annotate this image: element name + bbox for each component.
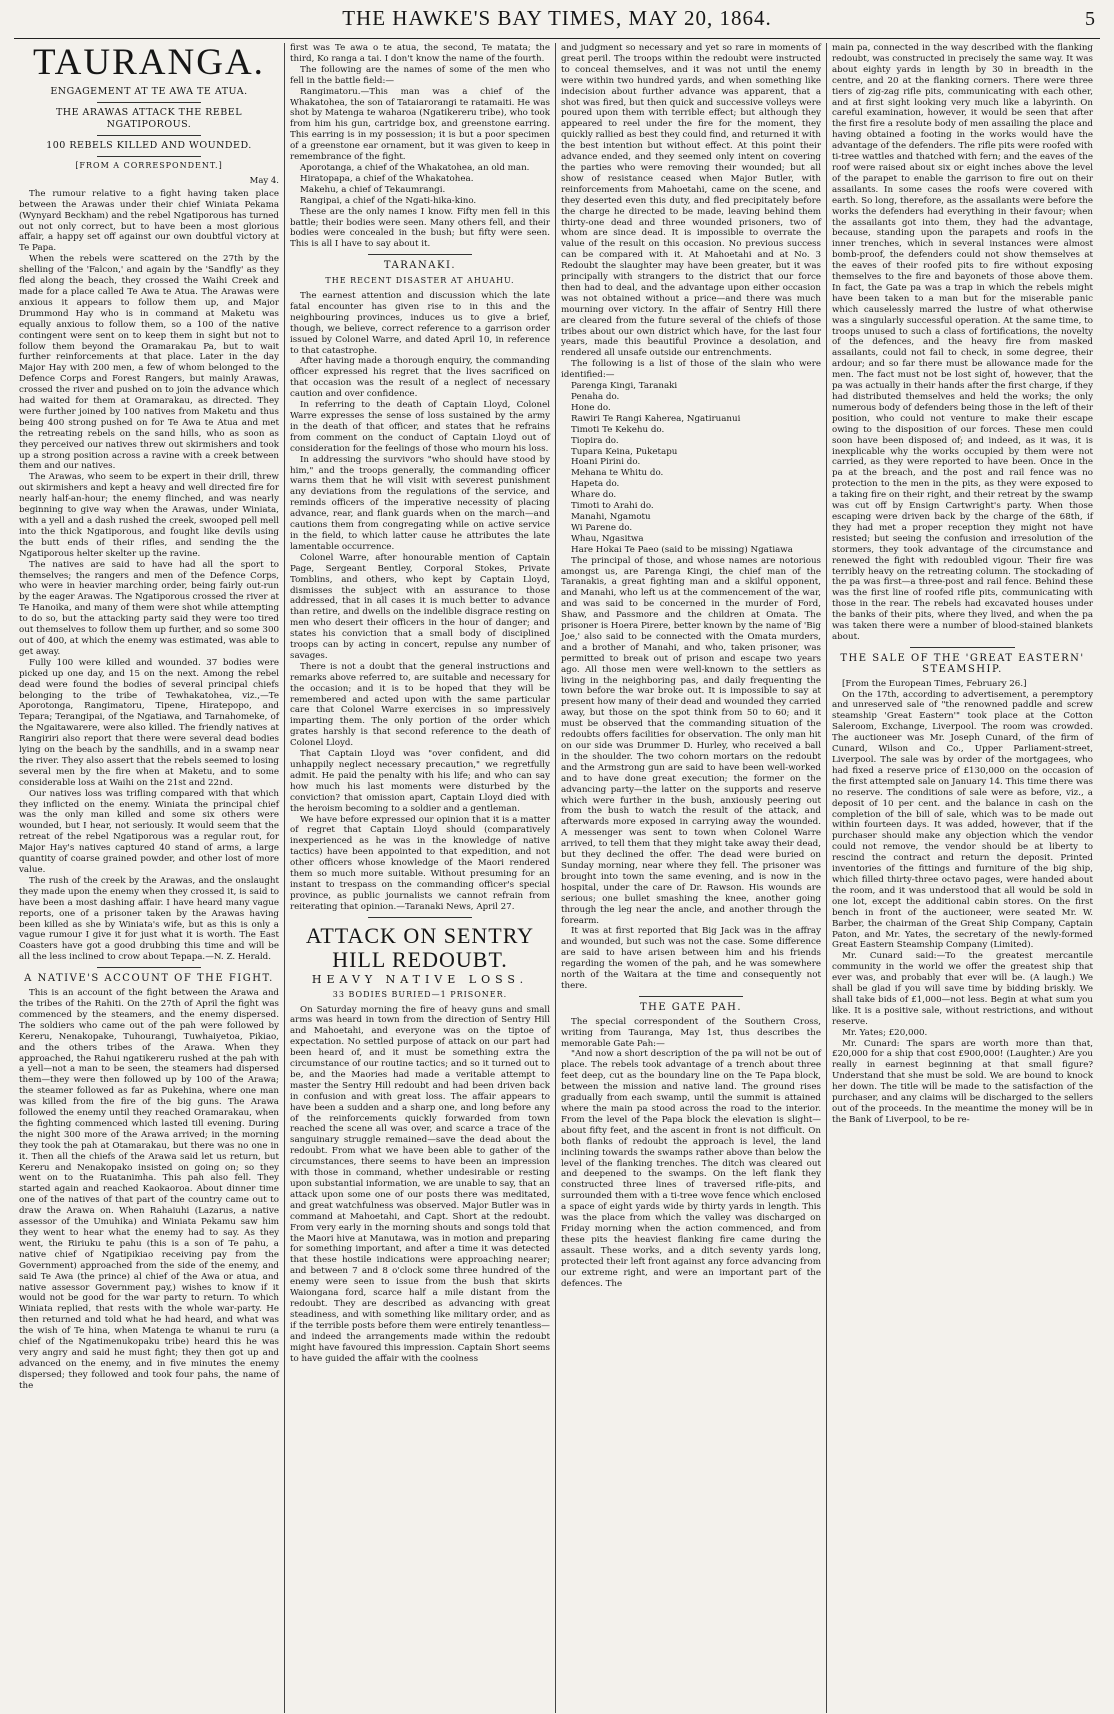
paragraph: Mr. Cunard: The spars are worth more than that, £20,000 for a ship that cost £900,000! (Laughter.) Are you really in earnest beginning at that small figure? Understand that she must be sold. We are bound to knock her down. The title will be made to the satisfaction of the purchaser, and any claims will be discharged to the sellers out of the proceeds. In the meantime the money will be in the Bank of Liverpool, to be re- [832, 1038, 1093, 1125]
paragraph: [From the European Times, February 26.] [842, 678, 1027, 689]
list-item: Hoani Pirini do. [571, 457, 641, 468]
paragraph: main pa, connected in the way described with the flanking redoubt, was constructed in precisely the same way. It was about eighty yards in length by 30 in breadth in the centre, and 20 at the flanking corners. There were three tiers of zig-zag rifle pits, communicating with each other, and at first sight looking very much like a labyrinth. On careful examination, however, it would be seen that after the first fire a resolute body of men assailing the place and having obtained a footing in the works would have the advantage of the defenders. The rifle pits were roofed with ti-tree wattles and thatched with fern; and the eaves of the roof were raised about six or eight inches above the level of the parapet to enable the garrison to fire out on their assailants. In some cases the roofs were covered with earth. So long, therefore, as the assailants were before the works the defenders had everything in their favour; when the assailants got into them, they had the advantage, because, standing upon the parapets and roofs in the inner trenches, which in several instances were almost bomb-proof, the defenders could not show themselves at the eaves of their roofed pits to fire without exposing themselves to the fire and bayonets of those above them. In fact, the Gate pa was a trap in which the rebels might have been taken to a man but for the miserable panic which causelessly marred the lustre of what otherwise was a singularly successful operation. At the same time, to troops unused to such a class of fortifications, the novelty of the defences, and the heavy fire from masked assailants, could not fail to check, in some degree, their ardour; and so far there must be allowance made for the men. The fact must not be lost sight of, however, that the pa was actually in their hands after the first charge, if they had distributed themselves and held the works; the only numerous body of defenders being those in the left of their position, who could not venture to make their escape owing to the disposition of our forces. These men could soon have been disposed of; and indeed, as it was, it is inexplicable why the works occupied by them were not carried, as they were reported to have been. Once in the pa at the breach, and the post and rail fence was no protection to the men in the pits, as they were exposed to a taking fire on their right, and their retreat by the swamp was cut off by Ensign Cartwright's party. When those escaping were driven back by the charge of the 68th, if they had met a proper reception they might not have resisted; but seeing the confusion and irresolution of the stormers, they took advantage of the circumstance and renewed the fight with redoubled vigour. Their fire was terribly heavy on the retreating column. The stockading of the pa was first—a three-post and rail fence. Behind these was the first line of roofed rifle pits, communicating with those in the rear. The rebels had excavated houses under the banks of their pits, where they lived, and when the pa was taken there were a number of blood-stained blankets about. [832, 43, 1093, 642]
byline: [FROM A CORRESPONDENT.] [75, 161, 223, 170]
paragraph: The special correspondent of the Southern Cross, writing from Tauranga, May 1st, thus describes the memorable Gate Pah:— [561, 1016, 821, 1049]
paragraph: The natives are said to have had all the sport to themselves; the rangers and men of the Defence Corps, who were in heavier marching order, being fairly out-run by the eager Arawas. The Ngatiporous crossed the river at Te Hanoika, and many of them were shot while attempting to do so, but the attacking party said they were too tired out themselves to follow them up further, and so some 300 out of 400, at which the enemy was estimated, was able to get away. [19, 559, 279, 657]
list-item: Hare Hokai Te Paeo (said to be missing) Ngatiawa [571, 544, 793, 555]
paragraph: In addressing the survivors "who should have stood by him," and the troops generally, the commanding officer warns them that he will visit with severest punishment any deviations from the regulations of the service, and reminds officers of the imperative necessity of placing advance, rear, and flank guards when on the march—and cautions them from congregating while on active service in the field, to which latter cause he attributes the late lamentable occurrence. [290, 454, 550, 552]
section-heading-gate-pah: THE GATE PAH. [639, 1001, 743, 1013]
list-item: Hone do. [571, 402, 611, 413]
divider [368, 254, 472, 255]
paragraph: Hiratopapa, a chief of the Whakatohea. [300, 173, 474, 184]
list-item: Whare do. [571, 490, 617, 501]
subheading-recent-disaster: THE RECENT DISASTER AT AHUAHU. [325, 276, 515, 286]
section-heading-taranaki: TARANAKI. [383, 260, 457, 272]
list-item: Parenga Kingi, Taranaki [571, 381, 678, 392]
list-item: Rawiri Te Rangi Kaherea, Ngatiruanui [571, 413, 741, 424]
slain-list [561, 381, 821, 556]
columns [14, 43, 1100, 1713]
subheading-bodies-buried: 33 BODIES BURIED—1 PRISONER. [332, 989, 508, 999]
paragraph: After having made a thorough enquiry, the commanding officer expressed his regret that the lives sacrificed on that occasion was the result of a neglect of necessary caution and over confidence. [290, 356, 550, 400]
paragraph: Rangimatoru.—This man was a chief of the Whakatohea, the son of Tataiarorangi te ratamaiti. He was shot by Matenga te waharoa (Ngatikereru tribe), who took from him his gun, cartridge box, and greenstone earring. This earring is in my possession; it is but a poor specimen of a greenstone ear ornament, but it was given to keep in remembrance of the fight. [290, 86, 550, 163]
divider [97, 135, 201, 136]
divider [97, 967, 201, 968]
deck-engagement: ENGAGEMENT AT TE AWA TE ATUA. [50, 86, 248, 97]
paragraph: In referring to the death of Captain Lloyd, Colonel Warre expresses the sense of loss sustained by the army in the death of that officer, and states that he refrains from comment on the conduct of Captain Lloyd out of consideration for the feelings of those who mourn his loss. [290, 400, 550, 454]
page-number: 5 [1085, 8, 1096, 30]
paragraph: It was at first reported that Big Jack was in the affray and wounded, but such was not the case. Some difference are said to have arisen between him and his friends regarding the women of the pah, and he was somewhere north of the Waitara at the time and consequently not there. [561, 926, 821, 991]
column-4 [827, 43, 1098, 1713]
paragraph: The Arawas, who seem to be expert in their drill, threw out skirmishers and kept a heavy and well directed fire for nearly half-an-hour; the enemy flinched, and was nearly beginning to give way when the Arawas, under Winiata, with a yell and a dash rushed the creek, swooped pell mell into the thick Ngatiporous, and fought like devils using the butt ends of their rifles, and sending the the Ngatiporous helter skelter up the ravine. [19, 472, 279, 559]
section-heading-sentry-hill: ATTACK ON SENTRY HILL REDOUBT. [305, 922, 535, 972]
divider [910, 647, 1014, 648]
column-3 [556, 43, 827, 1713]
paragraph: On the 17th, according to advertisement, a peremptory and unreserved sale of "the renowned paddle and screw steamship 'Great Eastern'" took place at the Cotton Saleroom, Exchange, Liverpool. The room was crowded. The auctioneer was Mr. Joseph Cunard, of the firm of Cunard, Wilson and Co., Upper Parliament-street, Liverpool. The sale was by order of the mortgagees, who had fixed a reserve price of £130,000 on the occasion of the first attempted sale on January 14. This time there was no reserve. The conditions of sale were as before, viz., a deposit of 10 per cent. and the balance in cash on the completion of the bill of sale, which was to be made out within fourteen days. It was added, however, that if the purchaser should make any objection which the vendor could not remove, the vendor should be at liberty to rescind the contract and return the deposit. Printed inventories of the fittings and furniture of the big ship, which filled thirty-three octavo pages, were handed about the room, and it was understood that all would be sold in one lot, except the additional cabin stores. On the first bench in front of the auctioneer, were seated Mr. W. Barber, the chairman of the Great Ship Company, Captain Paton, and Mr. Yates, the secretary of the newly-formed Great Eastern Steamship Company (Limited). [832, 689, 1093, 951]
list-item: Mehana te Whitu do. [571, 468, 664, 479]
deck-rebels-killed: 100 REBELS KILLED AND WOUNDED. [46, 140, 252, 151]
list-item: Whau, Ngasitwa [571, 533, 644, 544]
paragraph: The earnest attention and discussion which the late fatal encounter has given rise to in this and the neighbouring provinces, induces us to give a brief, though, we believe, correct reference to a garrison order issued by Colonel Warre, and dated April 10, in reference to that catastrophe. [290, 291, 550, 356]
paragraph: Mr. Yates; £20,000. [842, 1027, 928, 1038]
paragraph: "And now a short description of the pa will not be out of place. The rebels took advantage of a trench about three feet deep, cut as the boundary line on the Te Papa block, between the mission and native land. The ground rises gradually from each swamp, until the summit is attained where the main pa stood across the road to the interior. From the level of the Papa block the elevation is slight—about fifty feet, and the ascent in front is not difficult. On both flanks of redoubt the approach is level, the land inclining towards the swamps rather above than below the level of the flanking trenches. The ditch was cleared out and deepened to the swamps. On the left flank they constructed three lines of traversed rifle-pits, and surrounded them with a ti-tree wove fence which enclosed a space of eight yards wide by thirty yards in length. This was the place from which the valley was discharged on Friday morning when the action commenced, and from these pits the heaviest flanking fire came during the assault. These works, and a ditch seventy yards long, protected their left front against any force advancing from our extreme right, and were an important part of the defences. The [561, 1049, 821, 1289]
paragraph: Aporotanga, a chief of the Whakatohea, an old man. [300, 162, 530, 173]
paragraph: We have before expressed our opinion that it is a matter of regret that Captain Lloyd should (comparatively inexperienced as he was in the knowledge of native tactics) have been appointed to that expedition, and not other officers whose knowledge of the Maori rendered them so much more suitable. Without presuming for an instant to trespass on the commanding officer's special province, as public journalists we cannot refrain from reiterating that opinion.—Taranaki News, April 27. [290, 814, 550, 912]
masthead [14, 6, 1100, 39]
list-item: Tiopira do. [571, 435, 619, 446]
list-item: Manahi, Ngamotu [571, 511, 651, 522]
paragraph: The rush of the creek by the Arawas, and the onslaught they made upon the enemy when they crossed it, is said to have been a most dashing affair. I have heard many vague reports, one of a prisoner taken by the Arawas having been killed as she by Winiata's wife, but as this is only a vague rumour I give it for just what it is worth. The East Coasters have got a good drubbing this time and will be all the less inclined to crow about Tepapa.—N. Z. Herald. [19, 875, 279, 963]
section-heading-great-eastern: THE SALE OF THE 'GREAT EASTERN' STEAMSHIP. [840, 652, 1085, 675]
dateline: May 4. [249, 175, 279, 186]
paragraph: On Saturday morning the fire of heavy guns and small arms was heard in town from the direction of Sentry Hill and Mahoetahi, and everyone was on the tiptoe of expectation. No settled purpose of attack on our part had been heard of, and it must be something extra the circumstance of our routine tactics; and so it turned out to be, and the Maories had made a veritable attempt to master the Sentry Hill redoubt and had been driven back in confusion and with great loss. The affair appears to have been a sudden and a sharp one, and long before any of the reinforcements quickly forwarded from town reached the scene all was over, and scarce a trace of the sanguinary struggle remained—save the dead about the redoubt. From what we have been able to gather of the circumstances, there seems to have been an impression with those in command, whether undesirable or resting upon substantial information, we are unable to say, that an attack upon some one of our posts there was meditated, and great watchfulness was observed. Major Butler was in command at Mahoetahi, and Capt. Short at the redoubt. From very early in the morning shouts and songs told that the Maori hive at Manutawa, was in motion and preparing for something important, and after a time it was detected that these hostile indications were approaching nearer; and between 7 and 8 o'clock some three hundred of the enemy were seen to issue from the bush that skirts Waiongana ford, scarce half a mile distant from the redoubt. They are described as advancing with great steadiness, and with something like military order, and as if the terrible posts before them were entirely tenantless—and indeed the arrangements made within the redoubt might have favoured this impression. Captain Short seems to have guided the affair with the coolness [290, 1004, 550, 1364]
paragraph: Mr. Cunard said:—To the greatest mercantile community in the world we offer the greatest ship that ever was, and probably that ever will be. (A laugh.) We shall be glad if you will save time by bidding briskly. We shall take bids of £1,000—not less. Begin at what sum you like. It is a positive sale, without restrictions, and without reserve. [832, 951, 1093, 1027]
list-item: Timoti Te Kekehu do. [571, 424, 665, 435]
subheading-heavy-native-loss: HEAVY NATIVE LOSS. [311, 972, 529, 986]
paragraph: When the rebels were scattered on the 27th by the shelling of the 'Falcon,' and again by the 'Sandfly' as they fled along the beach, they crossed the Waihi Creek and made for a place called Te Awa te Atua. The Arawas were anxious it appears to follow them up, and Major Drummond Hay who is in command at Maketu was equally anxious to follow them, so a 100 of the native contingent were sent on to keep them in sight but not to follow them beyond the Oramarakau Pa, but to wait further reinforcements at that place. Later in the day Major Hay with 200 men, a few of whom belonged to the Defence Corps and Forest Rangers, but mainly Arawas, crossed the river and pushed on to join the advance which had waited for them at Oramarakau, as directed. They were further joined by 100 natives from Maketu and thus being 400 strong pushed on for Te Awa te Atua and met the retreating rebels on the sand hills, who as soon as they perceived our natives threw out skirmishers and took up a strong position across a ravine with a creek between them and our natives. [19, 254, 279, 472]
section-heading-natives-account: A NATIVE'S ACCOUNT OF THE FIGHT. [24, 973, 274, 985]
paragraph: The rumour relative to a fight having taken place between the Arawas under their chief Winiata Pekama (Wynyard Beckham) and the rebel Ngatiporous has turned out not only correct, but to have been a most glorious affair, a happy set off against our own doubtful victory at Te Papa. [19, 188, 279, 254]
list-item: Wi Parene do. [571, 522, 633, 533]
paragraph: Makehu, a chief of Tekaumrangi. [300, 184, 446, 195]
masthead-title: THE HAWKE'S BAY TIMES, MAY 20, 1864. [342, 6, 772, 30]
paragraph: There is not a doubt that the general instructions and remarks above referred to, are suitable and necessary for the occasion; and it is to be hoped that they will be remembered and acted upon with the same particular care that Colonel Warre exercises in so impressively imparting them. The only portion of the order which grates harshly is that second reference to the death of Colonel Lloyd. [290, 661, 550, 749]
paragraph: Fully 100 were killed and wounded. 37 bodies were picked up one day, and 15 on the next. Among the rebel dead were found the bodies of several principal chiefs belonging to the tribe of Tewhakatohea, viz.,—Te Aporotonga, Rangimatoru, Tipene, Hiratepopo, and Tepara; Terangipai, of the Ngatiawa, and Tarnahomeke, of the Ngaitawarere, were also killed. The friendly natives at Rangiriri also report that there were several dead bodies lying on the beach by the sandhills, and in a swamp near the river. They also assert that the rebels seemed to losing several men by the fire when at Maketu, and to some considerable loss at Waihi on the 21st and 22nd. [19, 657, 279, 788]
paragraph: Rangipai, a chief of the Ngati-hika-kino. [300, 195, 477, 206]
column-2 [285, 43, 556, 1713]
paragraph: and judgment so necessary and yet so rare in moments of great peril. The troops within the redoubt were instructed to conceal themselves, and it was not until the enemy were within two hundred yards, and when something like indecision about further advance was apparent, that a shot was fired, but then quick and successive volleys were poured upon them with terrible effect; but although they appeared to reel under the fire for the moment, they quickly rallied as best they could find, and returned it with the best intention but without effect. At this point their advance ended, and they seemed only intent on covering the parties who were removing their wounded; but all show of resistance ceased when Major Butler, with reinforcements from Mahoetahi, came on the scene, and they deserted even this duty, and fled precipitately before the charge he directed to be made, leaving behind them thirty-one dead and three wounded prisoners, two of whom are since dead. It is impossible to overrate the value of the result on this occasion. No previous success can be compared with it. At Mahoetahi and at No. 3 Redoubt the slaughter may have been greater, but it was principally with strangers to the district that our force then had to deal, and the advantage upon either occasion was not obtained without a price—and there was much mourning over victory. In the affair of Sentry Hill there are cleared from the future several of the chiefs of those tribes about our own district which have, for the last four years, made this beautiful Province a desolation, and rendered all unsafe outside our entrenchments. [561, 43, 821, 359]
deck-arawas-attack: THE ARAWAS ATTACK THE REBEL NGATIPOROUS. [55, 107, 243, 130]
list-item: Penaha do. [571, 392, 620, 402]
divider [639, 996, 743, 997]
divider [368, 917, 472, 918]
list-item: Tupara Keina, Puketapu [571, 446, 678, 457]
paragraph: first was Te awa o te atua, the second, Te matata; the third, Ko ranga a tai. I don't know the name of the fourth. [290, 43, 550, 64]
divider [97, 156, 201, 157]
paragraph: The principal of those, and whose names are notorious amongst us, are Parenga Kingi, the chief man of the Taranakis, a great fighting man and a skilful opponent, and Manahi, who left us at the commencement of the war, and was said to be concerned in the murder of Ford, Shaw, and Passmore and the children at Omata. The prisoner is Hoera Pirere, better known by the name of 'Big Joe,' also said to be connected with the Omata murders, and a brother of Manahi, and who, taken prisoner, was permitted to break out of prison and escape two years ago. All those men were well-known to the settlers as living in the neighboring pas, and daily frequenting the town before the war broke out. It is impossible to say at present how many of their dead and wounded they carried away, but those on the spot think from 50 to 60; and it must be observed that the commanding situation of the redoubts offers facilities for observation. The only man hit on our side was Drummer D. Hurley, who received a ball in the shoulder. The two cohorn mortars on the redoubt and the Armstrong gun are said to have been well-worked and to have done great execution; the former on the advancing party—the latter on the supports and reserve which were further in the bush, anxiously peering out from the bush to watch the result of the attack, and afterwards more exposed in carrying away the wounded. A messenger was sent to town when Colonel Warre arrived, to tell them that they might take away their dead, but they declined the offer. The dead were buried on Sunday morning, near where they fell. The prisoner was brought into town the same evening, and is now in the hospital, under the care of Dr. Rawson. His wounds are serious; one bullet smashing the knee, another going through the leg near the ancle, and another through the forearm. [561, 555, 821, 926]
paragraph: The following are the names of some of the men who fell in the battle field:— [290, 64, 550, 86]
column-1 [14, 43, 285, 1713]
article-title-tauranga: TAURANGA. [33, 43, 265, 83]
paragraph: These are the only names I know. Fifty men fell in this battle; their bodies were seen. Many others fell, and their bodies were concealed in the bush; but fifty were seen. This is all I have to say about it. [290, 206, 550, 250]
paragraph: This is an account of the fight between the Arawa and the tribes of the Rahiti. On the 27th of April the fight was commenced by the steamers, and the enemy dispersed. The soldiers who came out of the pah were followed by Kereru, Nenakopake, Tuhourangi, Tuwhaiyetoa, Pikiao, and the others tribes of the Arawa. When they approached, the Rahui ngatikereru rushed at the pah with a yell—not a man to be seen, the steamers had dispersed them—they were then followed up by 100 of the Arawa; the steamer followed as far as Pukehina, where one man was killed from the fire of the big guns. The Arawa followed the enemy until they reached Oramarakau, when the fighting commenced which lasted till evening. During the night 300 more of the Arawa arrived; in the morning they took the pah at Otamarakau, but there was no one in it. Then all the chiefs of the Arawa said let us return, but Kereru and Nenakopako insisted on going on; so they went on to the Ruatanimha. This pah also fell. They started again and reached Kaokaoroa. About dinner time one of the natives of that part of the country came out to draw the Arawa on. When Rahaiuhi (Lazarus, a native assessor of the Umuhika) and Winiata Pekamu saw him they went to hear what the enemy had to say. As they went, the Ririuku te pahu (this is a son of Te pahu, a native chief of Ngatipikiao receiving pay from the Government) approached from the side of the enemy, and said Te Awa (the prince) al chief of the Awa or atua, and native assessor Government pay,) wishes to know if it would not be good for the war party to return. To which Winiata replied, that rests with the whole war-party. He then returned and told what he had heard, and what was the wish of Te hina, when Matenga te whanui te ruru (a chief of the Ngatimenukopaku tribe) heard this he was very angry and said he must fight; they then got up and advanced on the enemy, and in five minutes the enemy dispersed; they followed and took four pahs, the name of the [19, 988, 279, 1391]
paragraph: Our natives loss was trifling compared with that which they inflicted on the enemy. Winiata the principal chief was the only man killed and some six others were wounded, but I hear, not seriously. It would seem that the retreat of the rebel Ngatiporous was a regular rout, for Major Hay's natives captured 40 stand of arms, a large quantity of coarse grained powder, and other lost of more value. [19, 788, 279, 875]
paragraph: Colonel Warre, after honourable mention of Captain Page, Sergeant Bentley, Corporal Stokes, Private Tomblins, and others, who kept by Captain Lloyd, dismisses the subject with an assurance to those addressed, that in all cases it is much better to advance than retire, and dwells on the indelible disgrace resting on men who desert their officers in the hour of danger; and states his conviction that a small body of disciplined troops can by acting in concert, repulse any number of savages. [290, 552, 550, 661]
list-item: Hapeta do. [571, 479, 620, 490]
list-item: Timoti to Arahi do. [571, 501, 654, 512]
paragraph: That Captain Lloyd was "over confident, and did unhappily neglect necessary precaution," we regretfully admit. He paid the penalty with his life; and who can say how much his last moments were disturbed by the conviction? that omission apart, Captain Lloyd died with the heroism becoming to a soldier and a gentleman. [290, 749, 550, 814]
paragraph: The following is a list of those of the slain who were identified:— [561, 359, 821, 381]
divider [97, 102, 201, 103]
